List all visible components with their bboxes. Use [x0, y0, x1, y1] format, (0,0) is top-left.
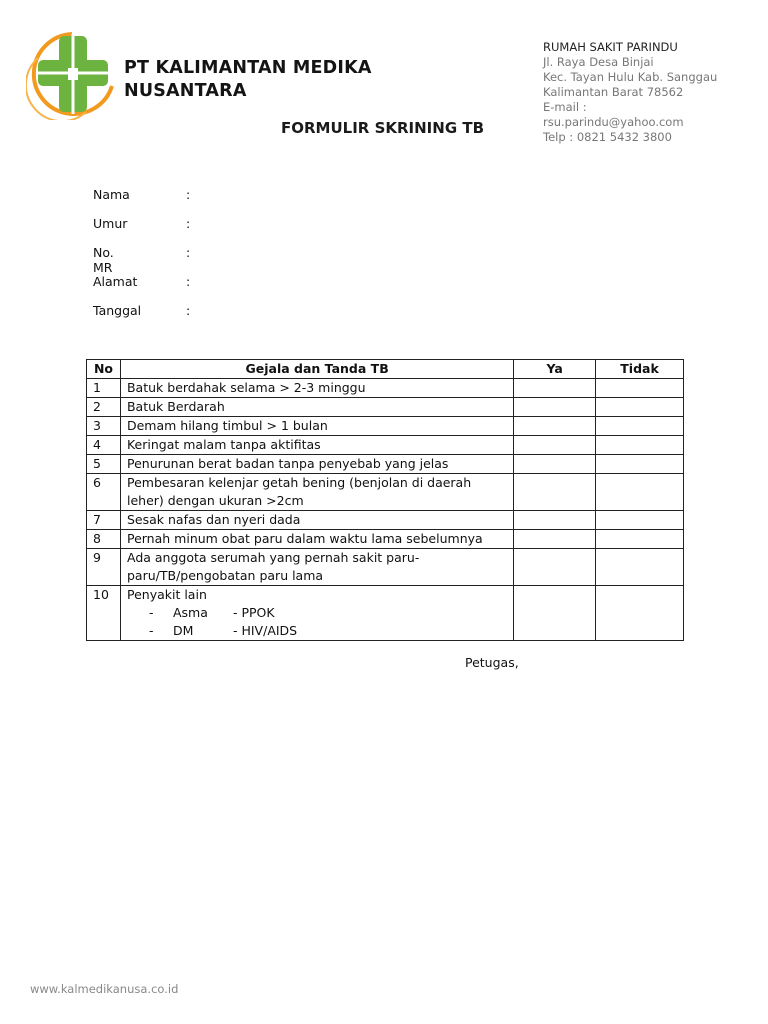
- sub-item: [127, 622, 507, 640]
- row-number: 3: [87, 417, 121, 436]
- header-symptom: Gejala dan Tanda TB: [120, 360, 513, 379]
- sub-item-b: - PPOK: [232, 605, 275, 620]
- table-row: [87, 511, 684, 530]
- footer-website: www.kalmedikanusa.co.id: [30, 982, 179, 996]
- yes-cell[interactable]: [514, 455, 596, 474]
- field-colon[interactable]: :: [186, 245, 191, 260]
- table-row-other-diseases: [87, 586, 684, 641]
- yes-cell[interactable]: [514, 586, 596, 641]
- row-number: 10: [87, 586, 121, 641]
- row-number: 1: [87, 379, 121, 398]
- row-symptom: Batuk berdahak selama > 2-3 minggu: [120, 379, 513, 398]
- sub-dash: -: [148, 605, 154, 620]
- no-cell[interactable]: [596, 455, 684, 474]
- field-colon[interactable]: :: [186, 303, 191, 318]
- yes-cell[interactable]: [514, 417, 596, 436]
- other-diseases-label: Penyakit lain: [126, 587, 207, 602]
- row-symptom: Keringat malam tanpa aktifitas: [120, 436, 513, 455]
- hospital-email-label: E-mail :: [543, 100, 587, 114]
- table-row: [87, 379, 684, 398]
- no-cell[interactable]: [596, 436, 684, 455]
- yes-cell[interactable]: [514, 549, 596, 586]
- no-cell[interactable]: [596, 398, 684, 417]
- company-logo: [26, 28, 118, 120]
- field-label: No. MR: [93, 245, 114, 275]
- row-symptom: Demam hilang timbul > 1 bulan: [120, 417, 513, 436]
- row-symptom: Pembesaran kelenjar getah bening (benjolan di daerah leher) dengan ukuran >2cm: [120, 474, 513, 511]
- field-label: Nama: [93, 187, 130, 202]
- company-name-line2: NUSANTARA: [124, 81, 247, 101]
- row-number: 6: [87, 474, 121, 511]
- table-row: [87, 530, 684, 549]
- screening-table: [86, 359, 684, 641]
- row-symptom: [120, 586, 513, 641]
- officer-signature-label: Petugas,: [465, 655, 519, 670]
- no-cell[interactable]: [596, 511, 684, 530]
- header-no-answer: Tidak: [596, 360, 684, 379]
- sub-item-b: - HIV/AIDS: [232, 623, 298, 638]
- row-number: 8: [87, 530, 121, 549]
- yes-cell[interactable]: [514, 436, 596, 455]
- sub-item-a: DM: [172, 623, 194, 638]
- table-row: [87, 398, 684, 417]
- yes-cell[interactable]: [514, 511, 596, 530]
- sub-dash: -: [148, 623, 154, 638]
- row-symptom: Penurunan berat badan tanpa penyebab yang jelas: [120, 455, 513, 474]
- hospital-contact: [543, 40, 717, 145]
- yes-cell[interactable]: [514, 398, 596, 417]
- company-name-line1: PT KALIMANTAN MEDIKA: [124, 58, 372, 78]
- field-label: Umur: [93, 216, 128, 231]
- no-cell[interactable]: [596, 417, 684, 436]
- row-symptom: Pernah minum obat paru dalam waktu lama sebelumnya: [120, 530, 513, 549]
- field-colon[interactable]: :: [186, 216, 191, 231]
- no-cell[interactable]: [596, 474, 684, 511]
- table-row: [87, 455, 684, 474]
- row-number: 7: [87, 511, 121, 530]
- row-symptom: Batuk Berdarah: [120, 398, 513, 417]
- company-name: [124, 57, 372, 103]
- no-cell[interactable]: [596, 549, 684, 586]
- hospital-address-3: Kalimantan Barat 78562: [543, 85, 684, 99]
- table-row: [87, 474, 684, 511]
- field-colon[interactable]: :: [186, 274, 191, 289]
- hospital-phone: Telp : 0821 5432 3800: [543, 130, 672, 144]
- row-number: 9: [87, 549, 121, 586]
- hospital-address-1: Jl. Raya Desa Binjai: [543, 55, 654, 69]
- row-number: 2: [87, 398, 121, 417]
- row-number: 5: [87, 455, 121, 474]
- yes-cell[interactable]: [514, 530, 596, 549]
- table-header-row: [87, 360, 684, 379]
- no-cell[interactable]: [596, 530, 684, 549]
- row-symptom: Ada anggota serumah yang pernah sakit paru-paru/TB/pengobatan paru lama: [120, 549, 513, 586]
- yes-cell[interactable]: [514, 379, 596, 398]
- header-no: No: [87, 360, 121, 379]
- row-symptom: Sesak nafas dan nyeri dada: [120, 511, 513, 530]
- yes-cell[interactable]: [514, 474, 596, 511]
- hospital-name: RUMAH SAKIT PARINDU: [543, 40, 678, 54]
- row-number: 4: [87, 436, 121, 455]
- form-title: FORMULIR SKRINING TB: [281, 119, 485, 137]
- sub-item-a: Asma: [172, 605, 208, 620]
- header-yes: Ya: [514, 360, 596, 379]
- hospital-address-2: Kec. Tayan Hulu Kab. Sanggau: [543, 70, 718, 84]
- no-cell[interactable]: [596, 379, 684, 398]
- table-row: [87, 549, 684, 586]
- field-label: Tanggal: [93, 303, 142, 318]
- field-colon[interactable]: :: [186, 187, 191, 202]
- sub-item: [127, 604, 507, 622]
- table-row: [87, 417, 684, 436]
- table-row: [87, 436, 684, 455]
- no-cell[interactable]: [596, 586, 684, 641]
- cross-logo-icon: [26, 28, 118, 120]
- field-label: Alamat: [93, 274, 138, 289]
- hospital-email: rsu.parindu@yahoo.com: [543, 115, 684, 129]
